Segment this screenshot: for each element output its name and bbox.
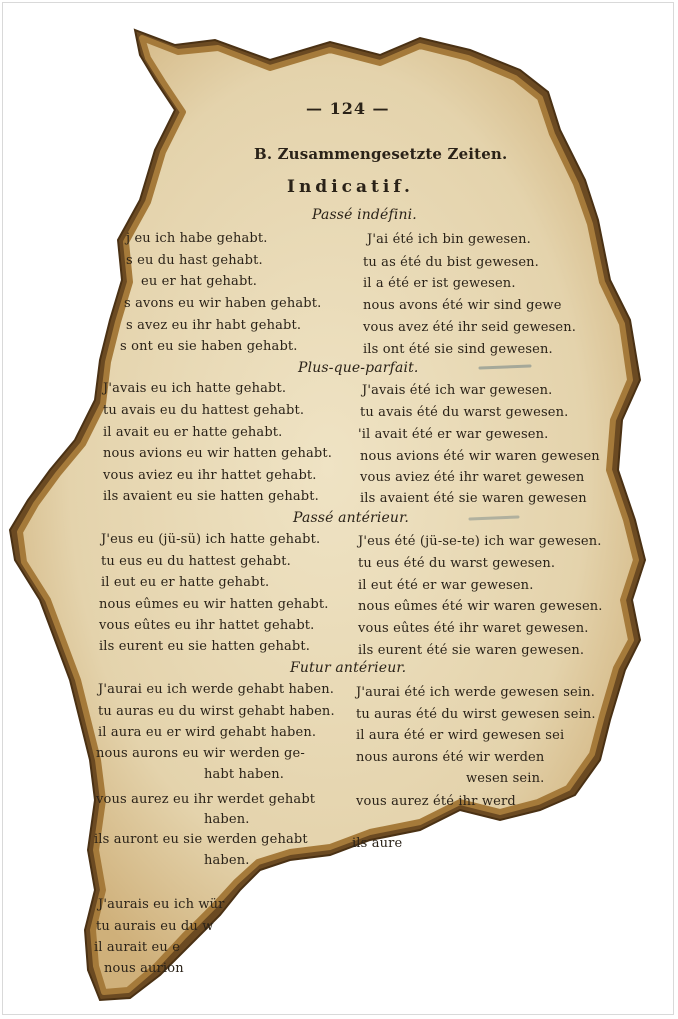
conjugation-right: il a été er ist gewesen.	[363, 276, 516, 291]
conjugation-left: nous avions eu wir hatten gehabt.	[103, 446, 332, 461]
conjugation-right: vous eûtes été ihr waret gewesen.	[358, 621, 589, 636]
conjugation-right: tu avais été du warst gewesen.	[360, 405, 569, 420]
conjugation-right: vous aviez été ihr waret gewesen	[360, 470, 585, 485]
conjugation-right: wesen sein.	[466, 771, 545, 786]
page-number: — 124 —	[306, 99, 390, 118]
conjugation-left: nous aurons eu wir werden ge-	[96, 746, 305, 761]
conjugation-right: nous avons été wir sind gewe	[363, 298, 562, 313]
conjugation-right: ils avaient été sie waren gewesen	[360, 491, 587, 506]
conjugation-left: haben.	[204, 853, 250, 868]
conditional-fragment: J'aurais eu ich wür	[98, 897, 225, 912]
conditional-fragment: il aurait eu e	[94, 940, 181, 955]
conjugation-left: J'eus eu (jü-sü) ich hatte gehabt.	[101, 532, 321, 547]
conjugation-right: il aura été er wird gewesen sei	[356, 728, 565, 743]
conjugation-left: habt haben.	[204, 767, 285, 782]
conjugation-right: ils eurent été sie waren gewesen.	[358, 643, 585, 658]
conjugation-left: s avez eu ihr habt gehabt.	[126, 318, 302, 333]
conjugation-right: 'il avait été er war gewesen.	[358, 427, 549, 442]
conjugation-left: tu avais eu du hattest gehabt.	[103, 403, 305, 418]
conjugation-right: ils aure	[352, 836, 403, 851]
conjugation-left: vous eûtes eu ihr hattet gehabt.	[99, 618, 315, 633]
conjugation-right: nous aurons été wir werden	[356, 750, 545, 765]
section-title: B. Zusammengesetzte Zeiten.	[254, 145, 508, 163]
tense-title: Plus-que-parfait.	[298, 360, 419, 376]
conjugation-left: tu eus eu du hattest gehabt.	[101, 554, 291, 569]
tense-title: Passé antérieur.	[293, 510, 409, 526]
tense-title: Passé indéfini.	[312, 207, 417, 223]
conjugation-left: haben.	[204, 812, 250, 827]
conjugation-right: J'ai été ich bin gewesen.	[367, 232, 531, 247]
conjugation-left: s eu du hast gehabt.	[126, 253, 263, 268]
conjugation-left: s avons eu wir haben gehabt.	[124, 296, 322, 311]
conjugation-right: vous avez été ihr seid gewesen.	[363, 320, 577, 335]
conditional-fragment: nous aurion	[104, 961, 184, 976]
conjugation-left: tu auras eu du wirst gehabt haben.	[98, 704, 335, 719]
conjugation-right: J'eus été (jü-se-te) ich war gewesen.	[358, 534, 602, 549]
conjugation-left: s ont eu sie haben gehabt.	[120, 339, 298, 354]
conjugation-right: tu auras été du wirst gewesen sein.	[356, 707, 596, 722]
conjugation-left: il avait eu er hatte gehabt.	[103, 425, 283, 440]
conjugation-right: nous eûmes été wir waren gewesen.	[358, 599, 603, 614]
conjugation-left: J'avais eu ich hatte gehabt.	[103, 381, 287, 396]
conjugation-left: ils avaient eu sie hatten gehabt.	[103, 489, 319, 504]
conjugation-right: nous avions été wir waren gewesen	[360, 449, 600, 464]
conjugation-left: vous aviez eu ihr hattet gehabt.	[103, 468, 317, 483]
conjugation-left: J'aurai eu ich werde gehabt haben.	[98, 682, 335, 697]
mood-title: Indicatif.	[287, 177, 414, 197]
conditional-fragment: tu aurais eu du w	[96, 919, 214, 934]
conjugation-left: j eu ich habe gehabt.	[126, 231, 268, 246]
conjugation-right: J'avais été ich war gewesen.	[362, 383, 553, 398]
conjugation-left: vous aurez eu ihr werdet gehabt	[96, 792, 316, 807]
conjugation-right: tu eus été du warst gewesen.	[358, 556, 556, 571]
conjugation-left: il eut eu er hatte gehabt.	[101, 575, 270, 590]
conjugation-right: J'aurai été ich werde gewesen sein.	[356, 685, 596, 700]
conjugation-right: il eut été er war gewesen.	[358, 578, 534, 593]
conjugation-right: vous aurez été ihr werd	[356, 794, 516, 809]
conjugation-right: tu as été du bist gewesen.	[363, 255, 539, 270]
conjugation-left: il aura eu er wird gehabt haben.	[98, 725, 317, 740]
conjugation-left: ils auront eu sie werden gehabt	[94, 832, 308, 847]
conjugation-left: eu er hat gehabt.	[141, 274, 258, 289]
conjugation-left: nous eûmes eu wir hatten gehabt.	[99, 597, 329, 612]
conjugation-left: ils eurent eu sie hatten gehabt.	[99, 639, 311, 654]
tense-title: Futur antérieur.	[290, 660, 407, 676]
conjugation-right: ils ont été sie sind gewesen.	[363, 342, 553, 357]
